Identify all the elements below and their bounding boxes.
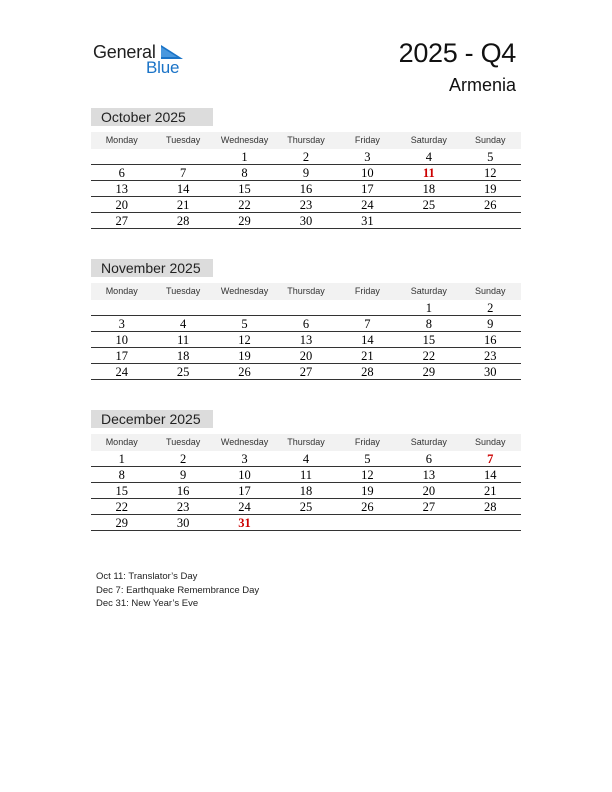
date-cell: 6 bbox=[302, 317, 310, 331]
weekday-label: Saturday bbox=[410, 286, 447, 296]
holiday-notes bbox=[96, 570, 259, 611]
week-row bbox=[91, 348, 521, 364]
month-title: December 2025 bbox=[91, 410, 213, 428]
date-cell: 3 bbox=[241, 452, 248, 466]
week-row bbox=[91, 499, 521, 515]
date-cell: 22 bbox=[422, 349, 436, 363]
date-cell: 15 bbox=[238, 182, 251, 196]
date-cell: 14 bbox=[483, 468, 497, 482]
date-cell: 25 bbox=[422, 198, 436, 212]
weekday-header-row bbox=[91, 283, 521, 300]
date-cell: 23 bbox=[176, 500, 190, 514]
date-cell: 17 bbox=[238, 484, 251, 498]
date-cell: 12 bbox=[361, 468, 374, 482]
date-cell: 6 bbox=[118, 166, 125, 180]
date-cell: 8 bbox=[241, 166, 248, 180]
date-cell: 20 bbox=[115, 198, 128, 212]
date-cell: 5 bbox=[364, 452, 371, 466]
date-cell: 25 bbox=[176, 365, 190, 379]
weekday-label: Thursday bbox=[287, 286, 325, 296]
date-cell: 30 bbox=[176, 516, 190, 530]
week-row bbox=[91, 332, 521, 348]
date-cell: 1 bbox=[425, 301, 432, 315]
date-cell: 26 bbox=[483, 198, 497, 212]
date-cell: 24 bbox=[361, 198, 374, 212]
weekday-label: Thursday bbox=[287, 437, 325, 447]
date-cell: 5 bbox=[241, 317, 248, 331]
date-cell: 29 bbox=[422, 365, 436, 379]
date-cell bbox=[460, 213, 521, 228]
date-cell: 24 bbox=[115, 365, 128, 379]
holiday-note: Oct 11: Translator’s Day bbox=[96, 571, 198, 582]
date-cell: 9 bbox=[487, 317, 494, 331]
date-cell: 9 bbox=[302, 166, 310, 180]
weekday-label: Monday bbox=[105, 286, 138, 296]
date-cell: 20 bbox=[299, 349, 313, 363]
date-cell: 31 bbox=[361, 214, 374, 228]
weekday-label: Friday bbox=[354, 135, 380, 145]
weekday-header-row bbox=[91, 434, 521, 451]
date-cell: 2 bbox=[180, 452, 187, 466]
date-cell: 26 bbox=[361, 500, 374, 514]
date-cell: 28 bbox=[176, 214, 190, 228]
date-cell: 21 bbox=[483, 484, 497, 498]
weekday-label: Sunday bbox=[474, 135, 506, 145]
date-cell: 11 bbox=[299, 468, 312, 482]
date-cell bbox=[337, 515, 398, 530]
date-cell: 18 bbox=[422, 182, 436, 196]
date-cell: 29 bbox=[238, 214, 251, 228]
date-cell: 19 bbox=[361, 484, 374, 498]
date-cell bbox=[275, 515, 336, 530]
date-cell: 25 bbox=[299, 500, 313, 514]
date-cell bbox=[337, 300, 398, 315]
logo-text-general: General bbox=[93, 42, 156, 62]
holiday-note: Dec 31: New Year’s Eve bbox=[96, 598, 199, 609]
date-cell bbox=[91, 149, 152, 164]
logo bbox=[93, 42, 203, 78]
date-cell: 10 bbox=[238, 468, 251, 482]
weekday-header-row bbox=[91, 132, 521, 149]
date-cell: 16 bbox=[176, 484, 190, 498]
date-cell: 22 bbox=[115, 500, 128, 514]
date-cell: 11 bbox=[177, 333, 190, 347]
date-cell: 7 bbox=[180, 166, 187, 180]
date-cell bbox=[152, 300, 213, 315]
week-row bbox=[91, 467, 521, 483]
weekday-label: Sunday bbox=[474, 286, 506, 296]
date-cell: 15 bbox=[115, 484, 128, 498]
week-row bbox=[91, 316, 521, 332]
date-cell: 13 bbox=[115, 182, 128, 196]
date-cell: 2 bbox=[487, 301, 494, 315]
date-cell: 23 bbox=[483, 349, 497, 363]
week-row bbox=[91, 213, 521, 229]
date-cell: 6 bbox=[425, 452, 432, 466]
date-cell: 29 bbox=[115, 516, 128, 530]
date-cell: 17 bbox=[361, 182, 374, 196]
holiday-note: Dec 7: Earthquake Remembrance Day bbox=[96, 584, 260, 596]
week-row bbox=[91, 165, 521, 181]
date-cell: 9 bbox=[180, 468, 187, 482]
date-cell bbox=[460, 515, 521, 530]
date-cell: 27 bbox=[115, 214, 128, 228]
weekday-label: Sunday bbox=[474, 437, 506, 447]
date-cell: 4 bbox=[180, 317, 187, 331]
weekday-label: Monday bbox=[105, 135, 138, 145]
date-cell: 8 bbox=[118, 468, 125, 482]
date-cell: 14 bbox=[361, 333, 374, 347]
date-cell: 28 bbox=[483, 500, 497, 514]
date-cell: 20 bbox=[422, 484, 436, 498]
date-cell: 28 bbox=[361, 365, 374, 379]
month-calendar-november bbox=[91, 259, 521, 380]
date-cell: 27 bbox=[299, 365, 313, 379]
date-cell: 3 bbox=[364, 150, 371, 164]
date-cell bbox=[398, 213, 459, 228]
date-cell: 2 bbox=[302, 150, 310, 164]
date-cell: 16 bbox=[483, 333, 497, 347]
date-cell bbox=[152, 149, 213, 164]
weekday-label: Tuesday bbox=[166, 286, 201, 296]
week-row bbox=[91, 364, 521, 380]
weekday-label: Wednesday bbox=[220, 437, 269, 447]
logo-text-blue: Blue bbox=[146, 58, 180, 77]
date-cell bbox=[91, 300, 152, 315]
weekday-label: Monday bbox=[105, 437, 138, 447]
date-cell: 18 bbox=[176, 349, 190, 363]
holiday-date: 11 bbox=[422, 166, 435, 180]
date-cell: 19 bbox=[238, 349, 251, 363]
week-row bbox=[91, 149, 521, 165]
date-cell: 14 bbox=[176, 182, 190, 196]
month-calendar-october bbox=[91, 108, 521, 229]
date-cell: 18 bbox=[299, 484, 313, 498]
month-title: October 2025 bbox=[91, 108, 213, 126]
week-row bbox=[91, 515, 521, 531]
date-cell: 3 bbox=[118, 317, 125, 331]
date-cell: 17 bbox=[115, 349, 128, 363]
weekday-label: Thursday bbox=[287, 135, 325, 145]
date-cell: 12 bbox=[483, 166, 497, 180]
date-cell bbox=[398, 515, 459, 530]
logo-triangle-icon bbox=[161, 45, 183, 59]
week-row bbox=[91, 181, 521, 197]
week-row bbox=[91, 483, 521, 499]
week-row bbox=[91, 300, 521, 316]
date-cell: 12 bbox=[238, 333, 251, 347]
weekday-label: Wednesday bbox=[220, 135, 269, 145]
date-cell: 23 bbox=[299, 198, 313, 212]
date-cell: 26 bbox=[238, 365, 251, 379]
date-cell: 5 bbox=[487, 150, 494, 164]
weekday-label: Friday bbox=[354, 286, 380, 296]
weekday-label: Wednesday bbox=[220, 286, 269, 296]
date-cell: 22 bbox=[238, 198, 251, 212]
date-cell: 16 bbox=[299, 182, 313, 196]
week-row bbox=[91, 451, 521, 467]
weekday-label: Saturday bbox=[410, 437, 447, 447]
date-cell: 30 bbox=[483, 365, 497, 379]
date-cell: 8 bbox=[425, 317, 432, 331]
date-cell: 1 bbox=[241, 150, 248, 164]
date-cell: 13 bbox=[299, 333, 313, 347]
date-cell: 15 bbox=[422, 333, 436, 347]
weekday-label: Tuesday bbox=[166, 135, 201, 145]
month-title: November 2025 bbox=[91, 259, 213, 277]
date-cell: 13 bbox=[422, 468, 436, 482]
weekday-label: Friday bbox=[354, 437, 380, 447]
country-name: Armenia bbox=[448, 75, 516, 95]
date-cell: 10 bbox=[361, 166, 374, 180]
holiday-date: 31 bbox=[238, 516, 251, 530]
date-cell: 21 bbox=[176, 198, 190, 212]
page-title: 2025 - Q4 bbox=[398, 38, 516, 68]
date-cell: 24 bbox=[238, 500, 251, 514]
date-cell: 10 bbox=[115, 333, 128, 347]
date-cell: 4 bbox=[425, 150, 432, 164]
week-row bbox=[91, 197, 521, 213]
weekday-label: Tuesday bbox=[166, 437, 201, 447]
date-cell: 27 bbox=[422, 500, 436, 514]
month-calendar-december bbox=[91, 410, 521, 531]
date-cell: 19 bbox=[483, 182, 497, 196]
date-cell: 1 bbox=[118, 452, 125, 466]
date-cell bbox=[275, 300, 336, 315]
date-cell: 30 bbox=[299, 214, 313, 228]
holiday-date: 7 bbox=[487, 452, 494, 466]
date-cell bbox=[214, 300, 275, 315]
date-cell: 7 bbox=[364, 317, 371, 331]
date-cell: 4 bbox=[302, 452, 310, 466]
date-cell: 21 bbox=[361, 349, 374, 363]
weekday-label: Saturday bbox=[410, 135, 447, 145]
